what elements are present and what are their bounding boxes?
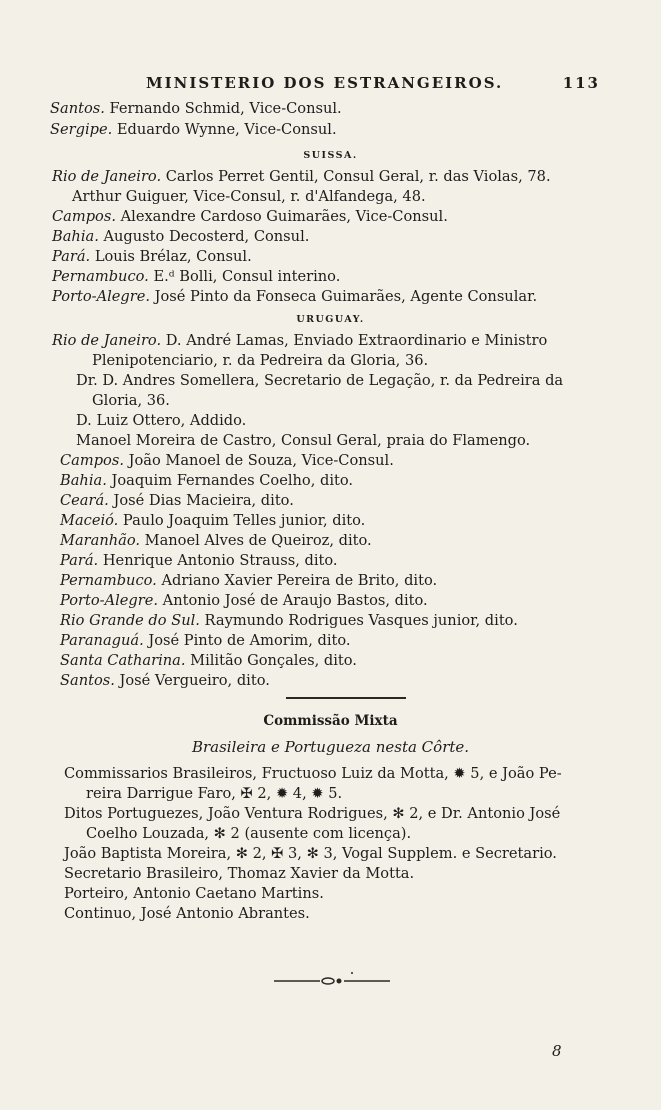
entry-text: João Manoel de Souza, Vice-Consul. [123, 452, 394, 469]
ornament-divider-icon [272, 970, 392, 990]
place-name: Santos. [60, 672, 115, 689]
entry-text: Joaquim Fernandes Coelho, dito. [106, 472, 354, 489]
list-item: Continuo, José Antonio Abrantes. [64, 905, 310, 922]
place-name: Porto-Alegre. [52, 288, 151, 305]
entry-text: Henrique Antonio Strauss, dito. [98, 552, 338, 569]
section-heading-uruguay: URUGUAY. [296, 314, 365, 325]
list-item [92, 351, 428, 370]
list-item [60, 511, 365, 530]
list-item [60, 451, 394, 470]
list-item: Coelho Louzada, ✻ 2 (ausente com licença). [86, 825, 412, 842]
list-item [76, 411, 246, 430]
list-item [50, 99, 342, 118]
list-item [60, 671, 270, 690]
place-name: Porto-Alegre. [60, 592, 159, 609]
place-name: Pernambuco. [60, 572, 157, 589]
section-heading-commissao: Commissão Mixta [263, 713, 398, 729]
place-name: Sergipe. [50, 121, 113, 138]
place-name: Maranhão. [60, 532, 140, 549]
list-item [52, 267, 340, 286]
entry-text: Fernando Schmid, Vice-Consul. [104, 100, 342, 117]
list-item: Ditos Portuguezes, João Ventura Rodrigues, ✻ 2, e Dr. Antonio José [64, 805, 561, 822]
entry-text: D. André Lamas, Enviado Extraordinario e Ministro [161, 332, 548, 349]
list-item [60, 591, 428, 610]
entry-text: Plenipotenciario, r. da Pedreira da Gloria, 36. [92, 352, 429, 369]
place-name: Bahia. [60, 472, 107, 489]
list-item [52, 227, 309, 246]
list-item [60, 631, 351, 650]
entry-text: D. Luiz Ottero, Addido. [76, 412, 247, 429]
section-heading-suissa: SUISSA. [303, 150, 358, 161]
entry-text: Gloria, 36. [92, 392, 170, 409]
place-name: Rio de Janeiro. [52, 168, 162, 185]
section-subheading: Brasileira e Portugueza nesta Côrte. [191, 738, 470, 756]
list-item [52, 207, 448, 226]
list-item: Porteiro, Antonio Caetano Martins. [64, 885, 324, 902]
list-item [60, 471, 353, 490]
list-item: reira Darrigue Faro, ✠ 2, ✹ 4, ✹ 5. [86, 785, 343, 802]
place-name: Pernambuco. [52, 268, 149, 285]
entry-text: Militão Gonçales, dito. [185, 652, 357, 669]
entry-text: Augusto Decosterd, Consul. [98, 228, 310, 245]
entry-text: Carlos Perret Gentil, Consul Geral, r. das Violas, 78. [161, 168, 551, 185]
entry-text: Paulo Joaquim Telles junior, dito. [118, 512, 366, 529]
list-item [60, 551, 338, 570]
list-item [92, 391, 170, 410]
place-name: Maceió. [60, 512, 119, 529]
entry-text: Eduardo Wynne, Vice-Consul. [112, 121, 337, 138]
section-divider [286, 697, 406, 699]
place-name: Rio Grande do Sul. [60, 612, 200, 629]
entry-text: Raymundo Rodrigues Vasques junior, dito. [199, 612, 518, 629]
entry-text: José Pinto da Fonseca Guimarães, Agente Consular. [150, 288, 538, 305]
list-item: Commissarios Brasileiros, Fructuoso Luiz da Motta, ✹ 5, e João Pe- [64, 765, 562, 782]
list-item [50, 120, 337, 139]
list-item [72, 187, 426, 206]
entry-text: Antonio José de Araujo Bastos, dito. [158, 592, 428, 609]
list-item [52, 331, 547, 350]
list-item: Secretario Brasileiro, Thomaz Xavier da Motta. [64, 865, 415, 882]
place-name: Ceará. [60, 492, 109, 509]
entry-text: Louis Brélaz, Consul. [90, 248, 252, 265]
entry-text: Dr. D. Andres Somellera, Secretario de Legação, r. da Pedreira da [76, 372, 564, 389]
list-item [52, 287, 537, 306]
list-item [52, 167, 551, 186]
place-name: Paranaguá. [60, 632, 144, 649]
list-item [60, 531, 372, 550]
entry-text: José Pinto de Amorim, dito. [143, 632, 351, 649]
place-name: Rio de Janeiro. [52, 332, 162, 349]
list-item [76, 431, 530, 450]
list-item [60, 651, 357, 670]
entry-text: Manoel Moreira de Castro, Consul Geral, praia do Flamengo. [76, 432, 531, 449]
place-name: Pará. [52, 248, 91, 265]
entry-text: José Vergueiro, dito. [114, 672, 270, 689]
entry-text: José Dias Macieira, dito. [108, 492, 294, 509]
place-name: Santa Catharina. [60, 652, 186, 669]
entry-text: Arthur Guiguer, Vice-Consul, r. d'Alfandega, 48. [72, 188, 426, 205]
page-number: 113 [562, 74, 600, 92]
place-name: Bahia. [52, 228, 99, 245]
entry-text: E.ᵈ Bolli, Consul interino. [148, 268, 341, 285]
list-item [60, 611, 518, 630]
place-name: Pará. [60, 552, 99, 569]
list-item [52, 247, 252, 266]
page-title: MINISTERIO DOS ESTRANGEIROS. [146, 74, 504, 92]
list-item [60, 491, 294, 510]
place-name: Campos. [60, 452, 124, 469]
signature-mark: 8 [552, 1042, 562, 1060]
list-item [60, 571, 437, 590]
place-name: Santos. [50, 100, 105, 117]
running-header [140, 74, 600, 96]
list-item: João Baptista Moreira, ✻ 2, ✠ 3, ✻ 3, Vogal Supplem. e Secretario. [64, 845, 557, 862]
place-name: Campos. [52, 208, 116, 225]
entry-text: Manoel Alves de Queiroz, dito. [140, 532, 372, 549]
entry-text: Adriano Xavier Pereira de Brito, dito. [156, 572, 438, 589]
entry-text: Alexandre Cardoso Guimarães, Vice-Consul. [115, 208, 448, 225]
list-item [76, 371, 563, 390]
